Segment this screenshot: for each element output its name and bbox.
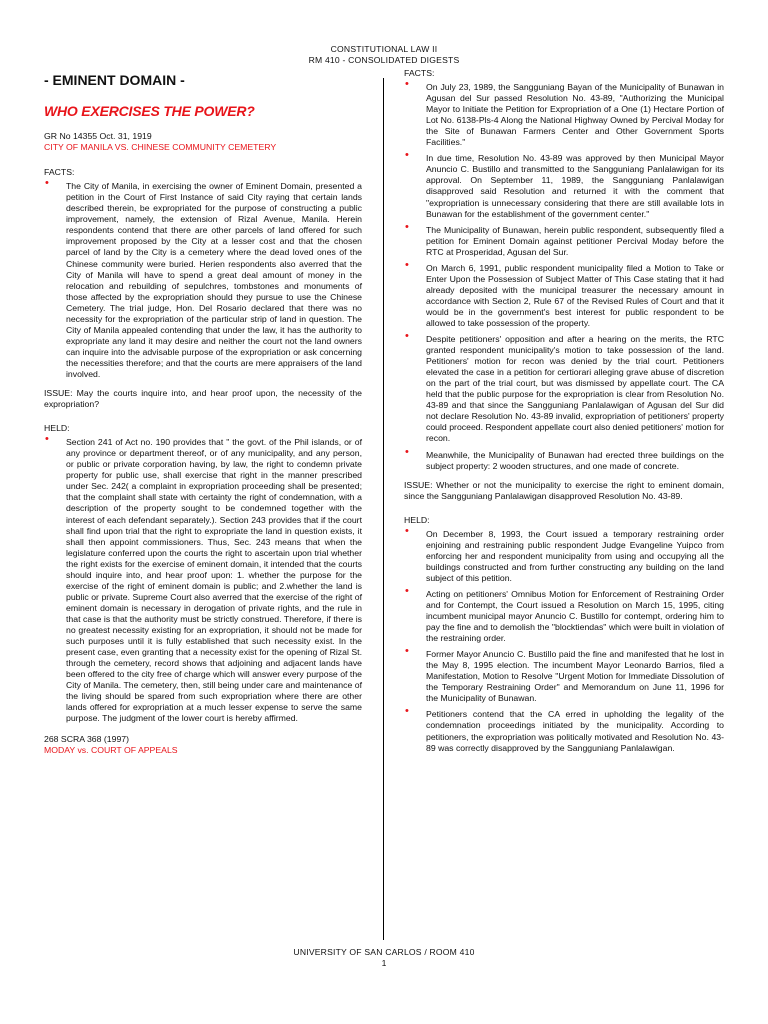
header-subtitle: RM 410 - CONSOLIDATED DIGESTS — [308, 55, 460, 65]
list-item — [404, 258, 724, 329]
fact-text: On March 6, 1991, public respondent municipality filed a Motion to Take or Enter Upon the Possession of Subject Matter of This Case stating that it had already deposited with the municipal treasurer the necessary amount in accordance with Section 2, Rule 67 of the Revised Rules of Court and that it would be in the government's best interest for public respondent to be allowed to take possession of the property. — [426, 262, 724, 328]
page-number: 1 — [381, 958, 387, 968]
list-item — [44, 433, 362, 724]
case1-facts-label: FACTS: — [44, 167, 75, 178]
list-item — [404, 220, 724, 258]
case1-number: GR No 14355 Oct. 31, 1919 — [44, 131, 152, 142]
case1-held-text: Section 241 of Act no. 190 provides that " the govt. of the Phil islands, or of any province or department thereof, or of any municipality, and any person, or public or private corporation having, by law, the right to condemn private property for public use, shall exercise that right in the manner prescribed under Sec. 242( a complaint in expropriation proceeding shall be presented; that the complaint shall state with certainty the right of condemnation, with a description of the property sought to be condemned together with the interest of each defendant separately.). Section 243 provides that if the court shall find upon trial that the right to expropriate the land in question exists, it shall then appoint commissioners. Thus, Sec. 243 means that when the legislature conferred upon the courts the right to ascertain upon trial whether the right exists for the exercise of eminent domain, it intended that the courts should inquire into, and hear proof upon: 1. whether the purpose for the exercise of the right of eminent domain is public; and 2.whether the land is public or private. Supreme Court also averred that the exercise of the right of eminent domain is necessary in derogation of private rights, and the rule in that case is that the authority must be strictly construed. Therefore, if there is no greatest necessity existing for an expropriation, it should not be made for such purposes until it is fully established that such necessity exist. In the present case, even granting that a necessity exist for the opening of Rizal St. through the cemetery, record shows that adjoining and adjacent lands have been offered to the city free of charge which will answer every purpose of the City of Manila. The cemetery, then, still being under care and maintenance of the living should be spared from such expropriation where there are other lands offered for expropriation at a much lesser expense to serve the same purpose. The judgment of the lower court is hereby affirmed. — [66, 437, 362, 724]
bullet-icon: • — [45, 177, 49, 190]
list-item — [404, 524, 724, 584]
list-item — [404, 445, 724, 472]
section-title: - EMINENT DOMAIN - — [44, 72, 185, 88]
list-item — [404, 149, 724, 219]
list-item — [404, 78, 724, 148]
list-item — [404, 330, 724, 444]
list-item — [404, 705, 724, 753]
list-item — [44, 177, 362, 380]
case2-held-list — [404, 524, 724, 754]
left-column — [44, 68, 362, 770]
fact-text: The Municipality of Bunawan, herein public respondent, subsequently filed a petition for Eminent Domain against petitioner Percival Moday before the RTC at Prosperidad, Agusan del Sur. — [426, 224, 724, 257]
case1-issue: ISSUE: May the courts inquire into, and hear proof upon, the necessity of the expropriation? — [44, 388, 362, 410]
case2-title: MODAY vs. COURT OF APPEALS — [44, 745, 178, 756]
right-column — [404, 68, 724, 759]
bullet-icon: • — [405, 705, 409, 718]
bullet-icon: • — [405, 149, 409, 162]
bullet-icon: • — [405, 584, 409, 597]
list-item — [404, 584, 724, 644]
list-item — [404, 645, 724, 704]
column-divider — [383, 78, 384, 940]
fact-text: Despite petitioners' opposition and after a hearing on the merits, the RTC granted respondent municipality's motion to take possession of the land. Petitioners' motion for recon was denied by the trial court. Petitioners elevated the case in a petition for certiorari alleging grave abuse of discretion on the part of the trial court, but was dismissed by appellate court. The CA held that the public purpose for the expropriation is clear from Resolution No. 43-89 and that since the Sangguniang Panlalawigan of Agusan del Sur did not declare Resolution No. 43-89 invalid, expropriation of petitioners' property could proceed. Respondent appellate court also denied petitioners' motion for recon. — [426, 334, 724, 444]
case2-facts-list — [404, 78, 724, 472]
bullet-icon: • — [405, 330, 409, 343]
bullet-icon: • — [405, 524, 409, 537]
bullet-icon: • — [405, 78, 409, 91]
header-course: CONSTITUTIONAL LAW II — [330, 44, 438, 54]
page-header — [0, 44, 768, 66]
bullet-icon: • — [405, 645, 409, 658]
case1-facts-list — [44, 177, 362, 380]
bullet-icon: • — [45, 433, 49, 446]
case1-held-list — [44, 433, 362, 724]
case2-issue: ISSUE: Whether or not the municipality to exercise the right to eminent domain, since the Sangguniang Panlalawigan disapproved Resolution No. 43-89. — [404, 479, 724, 501]
fact-text: On July 23, 1989, the Sangguniang Bayan of the Municipality of Bunawan in Agusan del Sur passed Resolution No. 43-89, "Authorizing the Municipal Mayor to Initiate the Petition for Expropriation of a One (1) Hectare Portion of Lot No. 6138-Pls-4 Along the National Highway Owned by Percival Moday for the Site of Bunawan Farmers Center and Other Government Sports Facilities." — [426, 82, 724, 148]
bullet-icon: • — [405, 258, 409, 271]
topic-question: WHO EXERCISES THE POWER? — [44, 103, 255, 119]
case2-held-label: HELD: — [404, 514, 430, 525]
fact-text: In due time, Resolution No. 43-89 was approved by then Municipal Mayor Anuncio C. Bustillo and transmitted to the Sangguniang Panlalawigan for its approval. On September 11, 1989, the Sangguniang Panlalawigan disapproved said Resolution and returned it with the comment that "expropriation is unnecessary considering that there are still available lots in Bunawan for the establishment of the government center." — [426, 153, 724, 219]
bullet-icon: • — [405, 220, 409, 233]
held-text: Petitioners contend that the CA erred in upholding the legality of the condemnation proceedings initiated by the municipality. According to petitioners, the expropriation was politically motivated and Resolution No. 43-89 was correctly disapproved by the Sangguniang Panlalawigan. — [426, 709, 724, 753]
bullet-icon: • — [405, 445, 409, 458]
case2-number: 268 SCRA 368 (1997) — [44, 734, 129, 745]
page-footer: UNIVERSITY OF SAN CARLOS / ROOM 410 — [293, 947, 475, 957]
case1-facts-text: The City of Manila, in exercising the owner of Eminent Domain, presented a petition in the Court of First Instance of said City raying that certain lands described therein, be expropriated for the purpose of constructing a public improvement, namely, the extension of Rizal Avenue, Manila. Herein respondents contend that there are other parcels of land offered for such improvement proposed by the City at a lesser cost and that the chosen parcel of land by the City is a cemetery where the dead loved ones of the Chinese community were buried. Herien respondents also averred that the City of Manila will have to spend a great deal amount of money in the relocation and rebuilding of sepulchres, tombstones and monuments of those affected by the expropriation should they pursue to use the Chinese Cemetery. The trial judge, Hon. Del Rosario declared that there was no necessity for the expropriation of the particular strip of land in question. The City of Manila appealed contending that under the law, it has the authority to expropriate any land it may desire and neither the court not the land owners can inquire into the advisable purpose of the expropriation or ask concerning the necessities therefore; and that the courts are mere appraisers of the land involved. — [66, 181, 362, 379]
held-text: Acting on petitioners' Omnibus Motion for Enforcement of Restraining Order and for Contempt, the Court issued a Resolution on March 15, 1995, citing incumbent municipal mayor Anuncio C. Bustillo for contempt, ordering him to pay the fine and to demolish the "blocktiendas" which were built in violation of the restraining order. — [426, 588, 724, 644]
case1-held-label: HELD: — [44, 423, 70, 434]
case1-title: CITY OF MANILA VS. CHINESE COMMUNITY CEMETERY — [44, 142, 277, 153]
case2-facts-label: FACTS: — [404, 68, 435, 78]
fact-text: Meanwhile, the Municipality of Bunawan had erected three buildings on the subject property: 2 wooden structures, and one made of concrete. — [426, 449, 724, 471]
held-text: Former Mayor Anuncio C. Bustillo paid the fine and manifested that he lost in the May 8, 1995 election. The incumbent Mayor Leonardo Barrios, filed a Manifestation, Motion to Resolve "Urgent Motion for Immediate Dissolution of the Temporary Restraining Order" and Memorandum on June 11, 1996 for the Municipality of Bunawan. — [426, 649, 724, 704]
held-text: On December 8, 1993, the Court issued a temporary restraining order enjoining and restraining public respondent Judge Evangeline Yuipco from enforcing her and respondent municipality from using and occupying all the buildings constructed and from further constructing any building on the land subject of this petition. — [426, 528, 724, 583]
